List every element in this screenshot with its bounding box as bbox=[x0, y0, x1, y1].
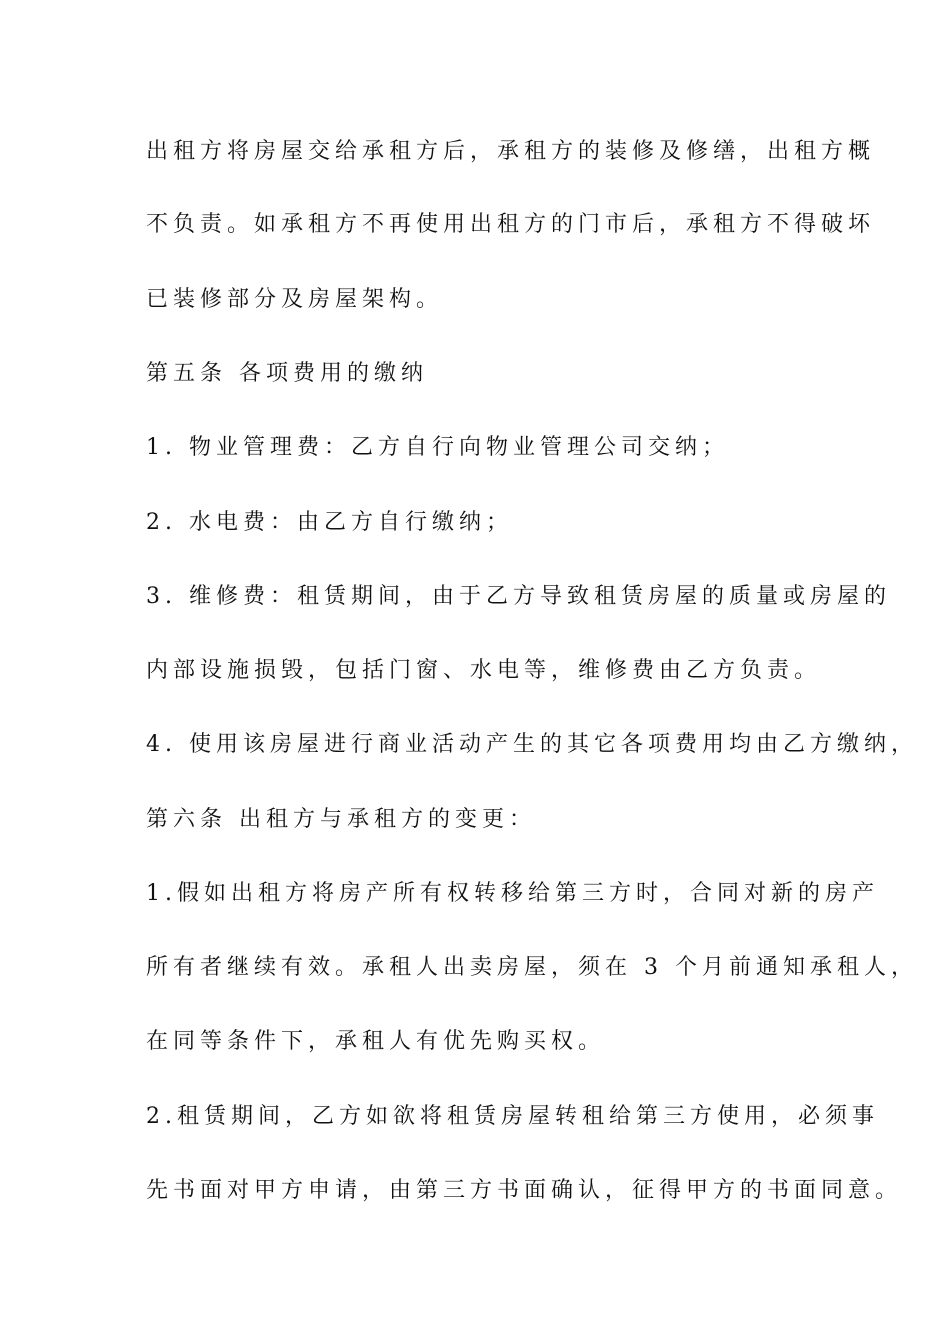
list-item: 1. 物业管理费：乙方自行向物业管理公司交纳； bbox=[146, 435, 729, 460]
text-line: 已装修部分及房屋架构。 bbox=[146, 287, 444, 312]
text-line: 所有者继续有效。承租人出卖房屋，须在 3 个月前通知承租人， bbox=[146, 955, 918, 980]
section-heading: 第六条 出租方与承租方的变更： bbox=[146, 807, 536, 832]
list-item: 1.假如出租方将房产所有权转移给第三方时，合同对新的房产 bbox=[146, 881, 879, 906]
text-line: 内部设施损毁，包括门窗、水电等，维修费由乙方负责。 bbox=[146, 658, 822, 683]
list-item: 2. 水电费：由乙方自行缴纳； bbox=[146, 510, 513, 535]
text-line: 不负责。如承租方不再使用出租方的门市后，承租方不得破坏 bbox=[146, 212, 876, 237]
list-item: 3. 维修费：租赁期间，由于乙方导致租赁房屋的质量或房屋的 bbox=[146, 584, 891, 609]
section-heading: 第五条 各项费用的缴纳 bbox=[146, 361, 428, 386]
text-line: 在同等条件下，承租人有优先购买权。 bbox=[146, 1029, 606, 1054]
text-line: 先书面对甲方申请，由第三方书面确认，征得甲方的书面同意。 bbox=[146, 1178, 903, 1203]
text-line: 出租方将房屋交给承租方后，承租方的装修及修缮，出租方概 bbox=[146, 139, 876, 164]
list-item: 4. 使用该房屋进行商业活动产生的其它各项费用均由乙方缴纳， bbox=[146, 732, 918, 757]
list-item: 2.租赁期间，乙方如欲将租赁房屋转租给第三方使用，必须事 bbox=[146, 1104, 879, 1129]
